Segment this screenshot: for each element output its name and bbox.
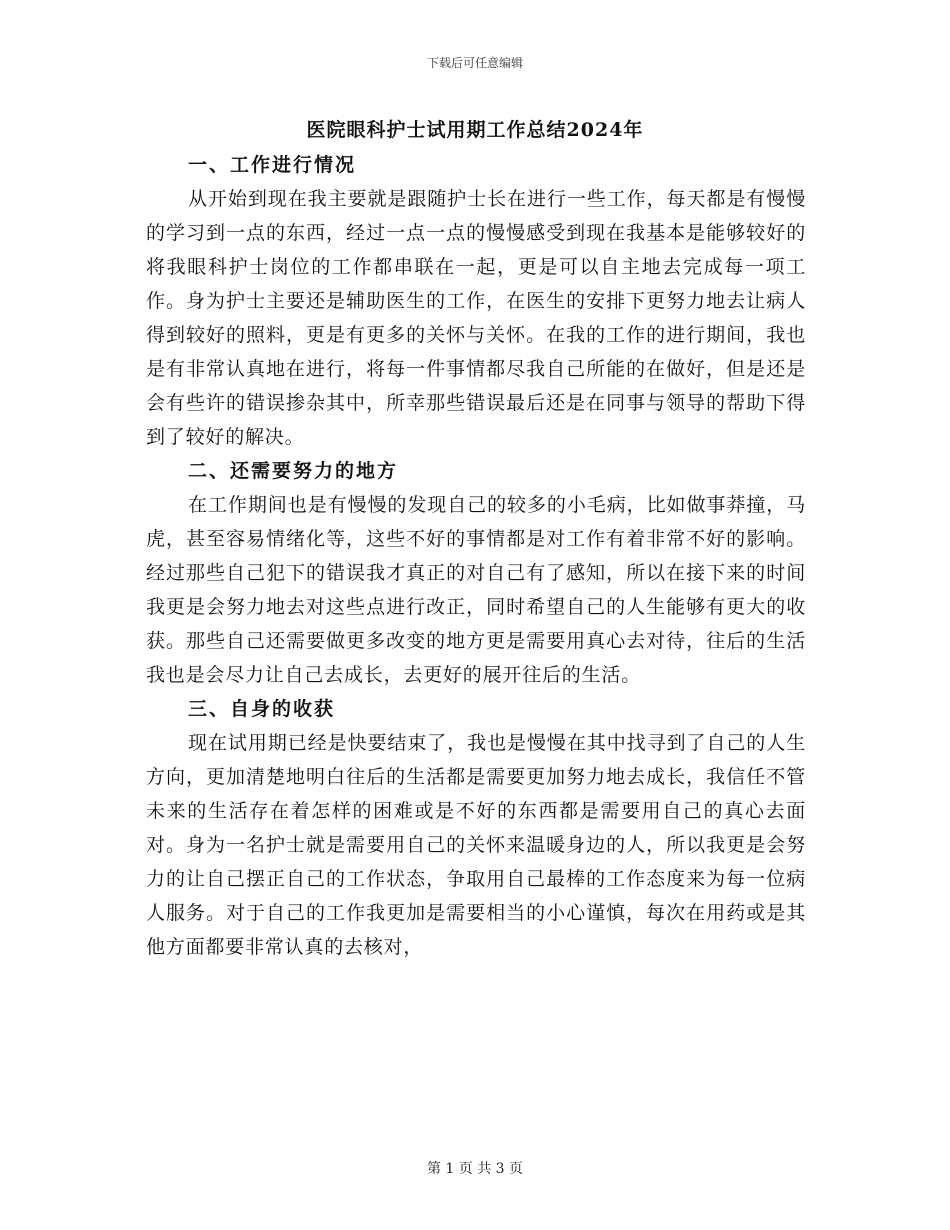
section-work-progress <box>146 148 806 454</box>
section-heading: 三、自身的收获 <box>188 698 336 720</box>
section-paragraph: 从开始到现在我主要就是跟随护士长在进行一些工作，每天都是有慢慢的学习到一点的东西，经过一点一点的慢慢感受到现在我基本是能够较好的将我眼科护士岗位的工作都串联在一起，更是可以自主地去完成每一项工作。身为护士主要还是辅助医生的工作，在医生的安排下更努力地去让病人得到较好的照料，更是有更多的关怀与关怀。在我的工作的进行期间，我也是有非常认真地在进行，将每一件事情都尽我自己所能的在做好，但是还是会有些许的错误掺杂其中，所幸那些错误最后还是在同事与领导的帮助下得到了较好的解决。 <box>146 188 806 448</box>
section-areas-to-improve <box>146 454 806 692</box>
section-paragraph: 在工作期间也是有慢慢的发现自己的较多的小毛病，比如做事莽撞，马虎，甚至容易情绪化等，这些不好的事情都是对工作有着非常不好的影响。经过那些自己犯下的错误我才真正的对自己有了感知，所以在接下来的时间我更是会努力地去对这些点进行改正，同时希望自己的人生能够有更大的收获。那些自己还需要做更多改变的地方更是需要用真心去对待，往后的生活我也是会尽力让自己去成长，去更好的展开往后的生活。 <box>146 494 806 686</box>
document-title: 医院眼科护士试用期工作总结2024年 <box>306 119 644 141</box>
section-personal-gains <box>146 692 806 964</box>
section-heading: 二、还需要努力的地方 <box>188 460 399 482</box>
header-note: 下载后可任意编辑 <box>426 56 523 70</box>
section-paragraph: 现在试用期已经是快要结束了，我也是慢慢在其中找寻到了自己的人生方向，更加清楚地明白往后的生活都是需要更加努力地去成长，我信任不管未来的生活存在着怎样的困难或是不好的东西都是需要用自己的真心去面对。身为一名护士就是需要用自己的关怀来温暖身边的人，所以我更是会努力的让自己摆正自己的工作状态，争取用自己最棒的工作态度来为每一位病人服务。对于自己的工作我更加是需要相当的小心谨慎，每次在用药或是其他方面都要非常认真的去核对， <box>146 732 806 958</box>
document-body <box>146 148 806 964</box>
section-heading: 一、工作进行情况 <box>188 154 357 176</box>
page-number-footer: 第 1 页 共 3 页 <box>426 1161 524 1177</box>
